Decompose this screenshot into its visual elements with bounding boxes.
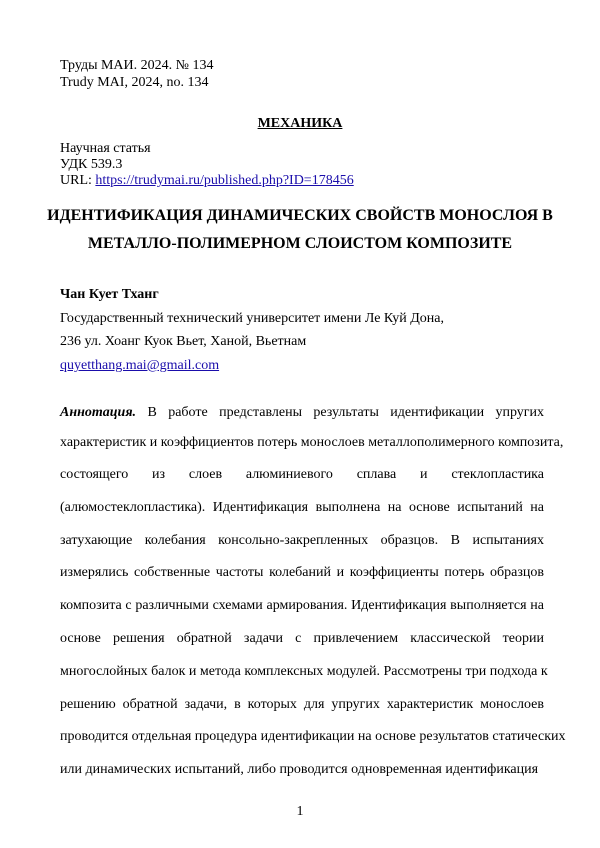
- abstract-line-3: состоящего из слоев алюминиевого сплава и стеклопластика: [60, 467, 544, 482]
- abstract-line-1: [60, 404, 544, 422]
- author-email-link[interactable]: quyetthang.mai@gmail.com: [60, 358, 220, 373]
- abstract-line-12: или динамических испытаний, либо проводится одновременная идентификация: [60, 762, 539, 777]
- abstract-line-10: решению обратной задачи, в которых для упругих характеристик монослоев: [60, 697, 544, 712]
- author-affiliation: Государственный технический университет имени Ле Куй Дона,: [60, 311, 444, 326]
- abstract-line-5: затухающие колебания консольно-закрепленных образцов. В испытаниях: [60, 533, 544, 548]
- abstract-label: Аннотация.: [60, 405, 137, 420]
- title-line-1: ИДЕНТИФИКАЦИЯ ДИНАМИЧЕСКИХ СВОЙСТВ МОНОСЛОЯ В: [47, 207, 553, 224]
- abstract-line-7: композита с различными схемами армирования. Идентификация выполняется на: [60, 598, 544, 613]
- url-label: URL:: [60, 173, 96, 188]
- abstract-line-4: (алюмостеклопластика). Идентификация выполнена на основе испытаний на: [60, 500, 544, 515]
- abstract-line-11: проводится отдельная процедура идентификации на основе результатов статических: [60, 729, 566, 744]
- article-url-link[interactable]: https://trudymai.ru/published.php?ID=178456: [95, 173, 354, 188]
- abstract-line-6: измерялись собственные частоты колебаний и коэффициенты потерь образцов: [60, 565, 544, 580]
- abstract-line-9: многослойных балок и метода комплексных модулей. Рассмотрены три подхода к: [60, 664, 548, 679]
- abstract-text: В работе представлены результаты идентификации упругих: [147, 405, 544, 420]
- author-email-line: [60, 358, 219, 374]
- journal-en: Trudy MAI, 2024, no. 134: [60, 75, 209, 90]
- abstract-line-8: основе решения обратной задачи с привлечением классической теории: [60, 631, 544, 646]
- page-number: 1: [296, 804, 304, 819]
- title-line-2: МЕТАЛЛО-ПОЛИМЕРНОМ СЛОИСТОМ КОМПОЗИТЕ: [87, 235, 513, 252]
- article-type: Научная статья: [60, 141, 151, 156]
- author-address: 236 ул. Хоанг Куок Вьет, Ханой, Вьетнам: [60, 334, 307, 349]
- journal-ru: Труды МАИ. 2024. № 134: [60, 58, 214, 73]
- abstract-line-2: характеристик и коэффициентов потерь монослоев металлополимерного композита,: [60, 435, 564, 450]
- udc: УДК 539.3: [60, 157, 123, 172]
- section-heading: МЕХАНИКА: [257, 116, 343, 131]
- url-line: [60, 173, 354, 189]
- author-name: Чан Кует Тханг: [60, 287, 159, 302]
